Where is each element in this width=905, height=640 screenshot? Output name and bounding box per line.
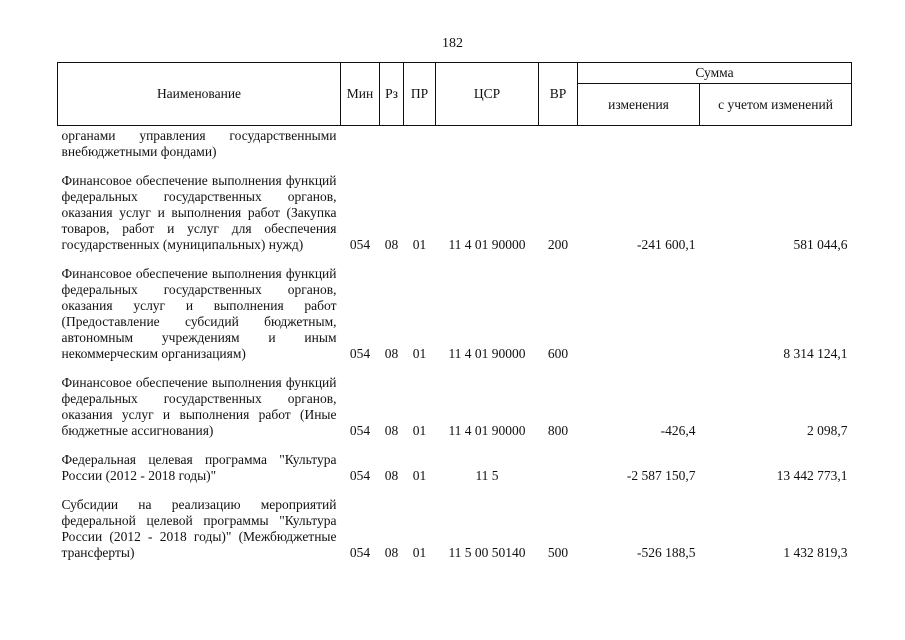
row-pr: 01 bbox=[412, 468, 427, 483]
row-changes: -526 188,5 bbox=[637, 545, 696, 560]
row-pr: 01 bbox=[412, 423, 427, 438]
table-row bbox=[58, 375, 852, 439]
header-summa: Сумма bbox=[578, 63, 852, 84]
row-min: 054 bbox=[349, 468, 371, 483]
row-rz: 08 bbox=[384, 468, 399, 483]
header-rz: Рз bbox=[380, 63, 404, 126]
header-min: Мин bbox=[341, 63, 380, 126]
row-rz: 08 bbox=[384, 346, 399, 361]
row-min: 054 bbox=[349, 545, 371, 560]
row-name: Финансовое обеспечение выполнения функций федеральных государственных органов, оказания услуг и выполнения работ (Предоставление субсидий бюджетным, автономным учреждениям и иным некоммерческим организациям) bbox=[61, 266, 337, 361]
row-rz: 08 bbox=[384, 237, 399, 252]
header-pr: ПР bbox=[404, 63, 436, 126]
budget-table bbox=[57, 62, 852, 561]
row-vr bbox=[539, 452, 578, 484]
header-with-changes: с учетом изменений bbox=[700, 83, 852, 125]
row-name-continuation: органами управления государственными внебюджетными фондами) bbox=[61, 128, 337, 159]
row-pr: 01 bbox=[412, 237, 427, 252]
row-csr: 11 4 01 90000 bbox=[448, 423, 526, 438]
row-vr: 600 bbox=[547, 346, 569, 361]
row-csr: 11 4 01 90000 bbox=[448, 346, 526, 361]
table-row bbox=[58, 452, 852, 484]
row-changes: -426,4 bbox=[660, 423, 696, 438]
row-min: 054 bbox=[349, 346, 371, 361]
table-row-continuation bbox=[58, 126, 852, 161]
row-pr: 01 bbox=[412, 545, 427, 560]
row-vr: 200 bbox=[547, 237, 569, 252]
header-name: Наименование bbox=[58, 63, 341, 126]
row-name: Субсидии на реализацию мероприятий федеральной целевой программы "Культура России (2012 - 2018 годы)" (Межбюджетные трансферты) bbox=[61, 497, 337, 560]
row-changes: -2 587 150,7 bbox=[626, 468, 696, 483]
row-vr: 500 bbox=[547, 545, 569, 560]
header-changes: изменения bbox=[578, 83, 700, 125]
row-rz: 08 bbox=[384, 423, 399, 438]
table-header bbox=[58, 63, 852, 126]
row-name: Финансовое обеспечение выполнения функций федеральных государственных органов, оказания услуг и выполнения работ (Иные бюджетные ассигнования) bbox=[61, 375, 337, 438]
header-vr: ВР bbox=[539, 63, 578, 126]
row-csr: 11 5 bbox=[475, 468, 499, 483]
row-with-changes: 581 044,6 bbox=[793, 237, 848, 252]
row-pr: 01 bbox=[412, 346, 427, 361]
row-with-changes: 1 432 819,3 bbox=[783, 545, 848, 560]
table-body bbox=[58, 126, 852, 562]
page-number: 182 bbox=[442, 36, 463, 51]
row-changes bbox=[578, 266, 700, 362]
table-row bbox=[58, 497, 852, 561]
row-changes: -241 600,1 bbox=[637, 237, 696, 252]
row-min: 054 bbox=[349, 423, 371, 438]
row-vr: 800 bbox=[547, 423, 569, 438]
row-min: 054 bbox=[349, 237, 371, 252]
row-name: Финансовое обеспечение выполнения функций федеральных государственных органов, оказания услуг и выполнения работ (Закупка товаров, работ и услуг для обеспечения государственных (муниципальных) нужд) bbox=[61, 173, 337, 252]
row-rz: 08 bbox=[384, 545, 399, 560]
header-csr: ЦСР bbox=[436, 63, 539, 126]
row-with-changes: 13 442 773,1 bbox=[776, 468, 848, 483]
row-name: Федеральная целевая программа "Культура России (2012 - 2018 годы)" bbox=[61, 452, 337, 483]
table-row bbox=[58, 266, 852, 362]
row-with-changes: 2 098,7 bbox=[807, 423, 848, 438]
table-row bbox=[58, 173, 852, 253]
row-csr: 11 4 01 90000 bbox=[448, 237, 526, 252]
row-with-changes: 8 314 124,1 bbox=[783, 346, 848, 361]
row-csr: 11 5 00 50140 bbox=[448, 545, 526, 560]
